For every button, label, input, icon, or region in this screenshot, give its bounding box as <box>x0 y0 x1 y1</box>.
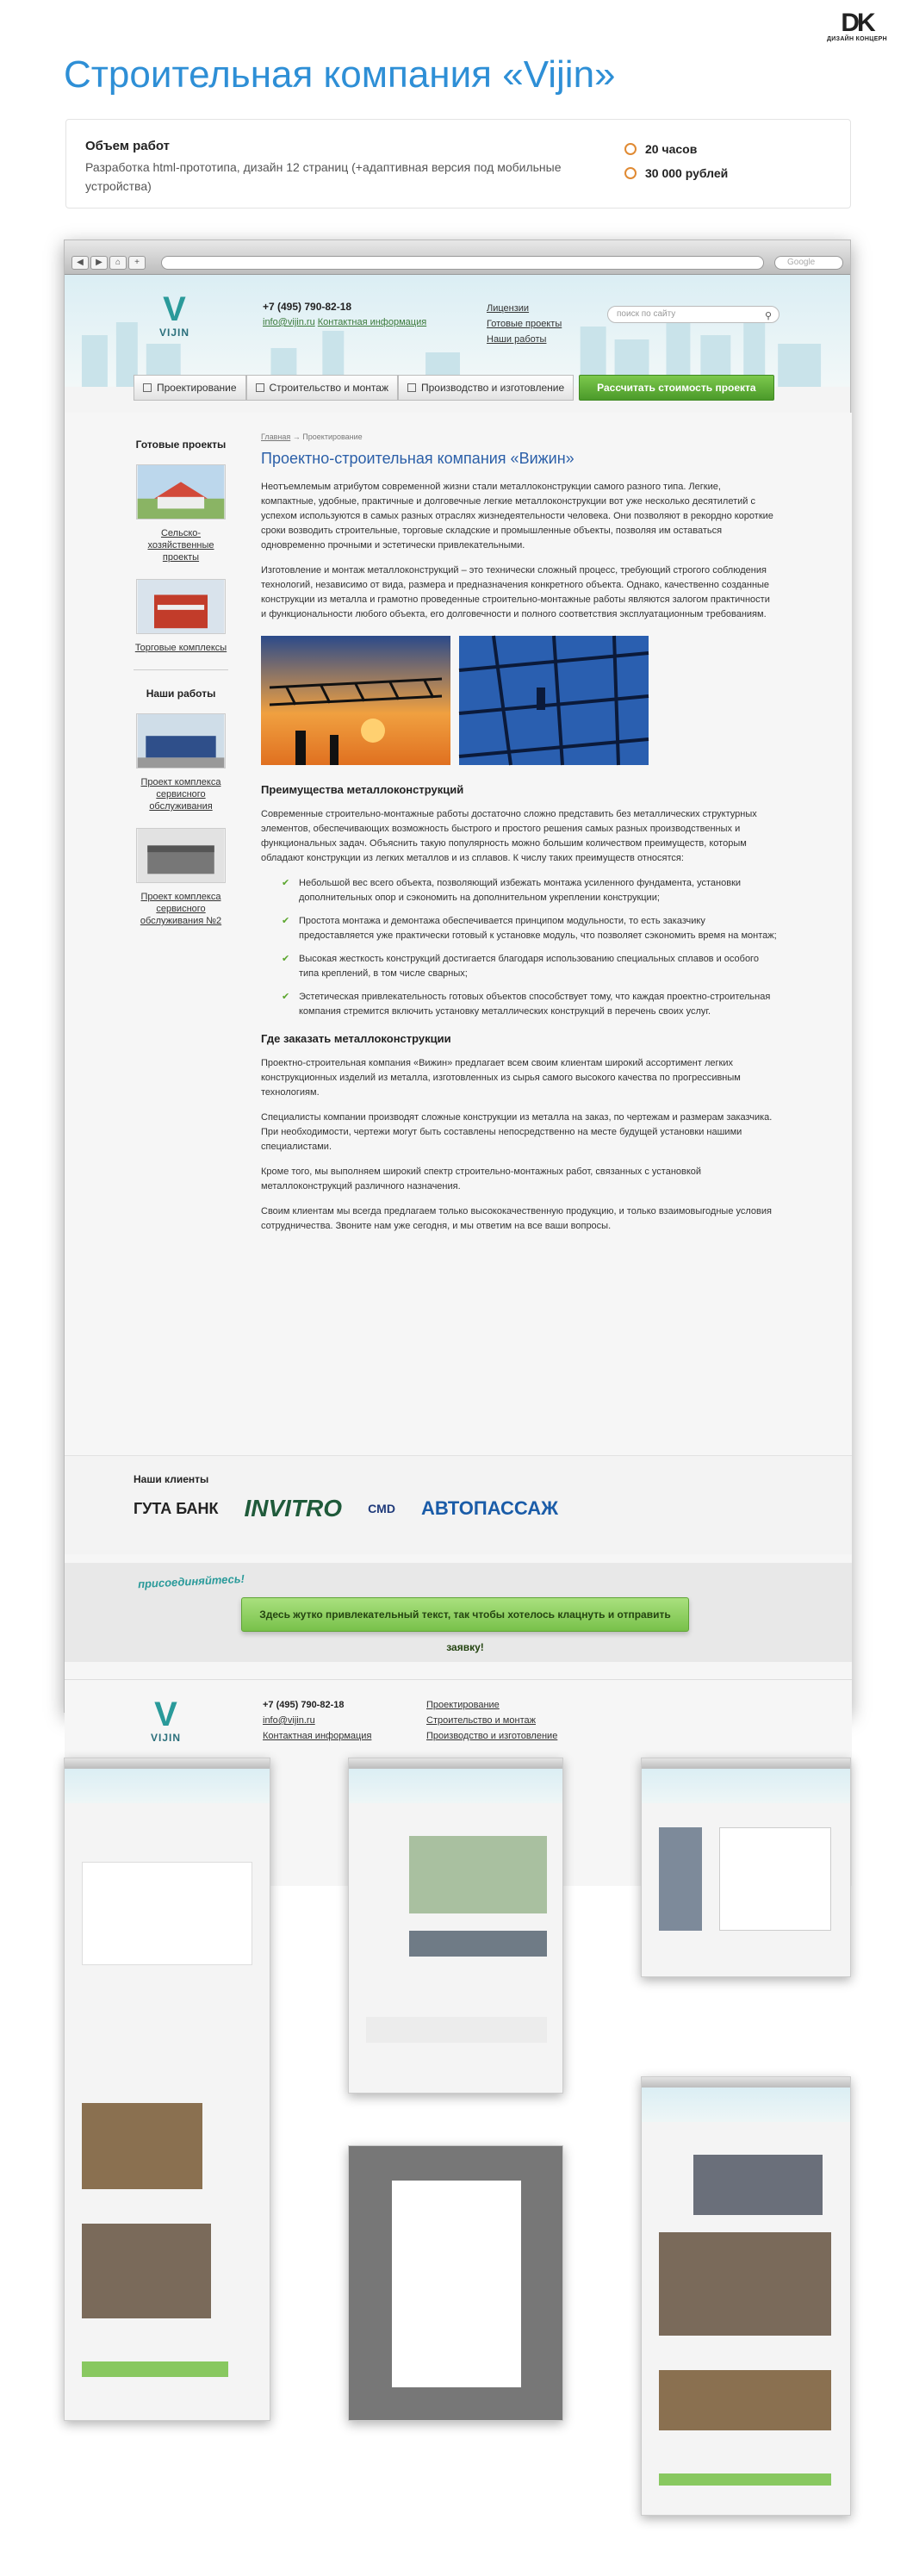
link-licenses[interactable]: Лицензии <box>487 303 530 314</box>
site-header <box>65 275 850 387</box>
preview-mobile <box>64 1758 270 2421</box>
page-content <box>65 413 852 1744</box>
sidebar-works-title: Наши работы <box>146 688 216 700</box>
browser-search[interactable]: Google <box>774 256 843 270</box>
preview-modal <box>348 2145 563 2421</box>
footer-link-design[interactable]: Проектирование <box>426 1700 500 1710</box>
duration: 20 часов <box>624 142 728 156</box>
client-logo-cmd: CMD <box>368 1502 395 1515</box>
v-logo-icon: V <box>163 290 186 328</box>
stack-icon <box>407 383 416 392</box>
client-logo-avtopassazh: АВТОПАССАЖ <box>420 1497 559 1519</box>
designer-logo <box>827 10 887 42</box>
paragraph-2: Изготовление и монтаж металлоконструкций – это технически сложный процесс, требующий строгого соблюдения технологий, независимо от вида, размера и предназначения конкретного объекта. Однако, качественно созданные конструкции из металла и грамотно проведенные строительно-монтажные работы являются залогом практичности и функциональности любого объекта, его долговечности и полного соответствия эксплуатационным требованиям. <box>261 565 770 619</box>
sidebar-item-service1[interactable]: Проект комплекса сервисного обслуживания <box>140 777 221 812</box>
nav-production[interactable]: Производство и изготовление <box>398 375 574 401</box>
header-phone: +7 (495) 790-82-18 <box>263 301 352 313</box>
clients-title: Наши клиенты <box>134 1473 209 1485</box>
submit-request-button[interactable]: Здесь жутко привлекательный текст, так чтобы хотелось клацнуть и отправить заявку! <box>241 1597 689 1632</box>
site-search-input[interactable]: поиск по сайту ⚲ <box>607 306 779 323</box>
sidebar-item-farm[interactable]: Сельско-хозяйственные проекты <box>147 528 214 563</box>
home-icon[interactable]: ⌂ <box>109 256 127 270</box>
advantages-heading: Преимущества металлоконструкций <box>261 783 464 796</box>
nav-design[interactable]: Проектирование <box>134 375 246 401</box>
footer-logo[interactable]: V VIJIN <box>151 1696 182 1744</box>
new-tab-button[interactable]: + <box>128 256 146 270</box>
search-icon[interactable]: ⚲ <box>764 311 772 321</box>
thumb-farm[interactable] <box>136 464 226 520</box>
advantages-list <box>261 876 778 1019</box>
header-contacts-link[interactable]: Контактная информация <box>317 317 427 327</box>
paragraph-4: Проектно-строительная компания «Вижин» предлагает всем своим клиентам широкий ассортимент легких конструкционных изделий из металла, изготовленных из сырья самого высокого качества по прогрессивным технологиям. <box>261 1058 741 1098</box>
order-heading: Где заказать металлоконструкции <box>261 1032 451 1045</box>
paragraph-3: Современные строительно-монтажные работы достаточно сложно представить без металлических структурных элементов, обеспечивающих возможность быстрого и простого решения самых разных производственных и функциональных задач. Объяснить такую популярность можно большим количеством преимуществ, которым обладают конструкции из легких металлов и из сплавов. К числу таких преимуществ относятся: <box>261 809 757 863</box>
breadcrumb-current: Проектирование <box>302 432 363 441</box>
join-caption: присоединяйтесь! <box>137 1571 245 1591</box>
list-item: ✔ Эстетическая привлекательность готовых объектов способствует тому, что каждая проектно-строительная компания стремится включить установку металлических конструкций в перечень своих услуг. <box>282 990 778 1019</box>
list-item: ✔ Простота монтажа и демонтажа обеспечивается принципом модульности, то есть заказчику предоставляется уже практически готовый к установке модуль, что позволяет сэкономить время на монтаж; <box>282 914 778 943</box>
footer-phone: +7 (495) 790-82-18 <box>263 1700 345 1710</box>
sidebar-item-service2[interactable]: Проект комплекса сервисного обслуживания №2 <box>140 892 222 926</box>
breadcrumb: Главная → Проектирование <box>261 432 363 441</box>
forward-button[interactable]: ▶ <box>90 256 108 270</box>
designer-logo-text: ДИЗАЙН КОНЦЕРН <box>827 36 887 42</box>
photo-steel-frame <box>459 636 649 765</box>
preview-project <box>348 1758 563 2094</box>
breadcrumb-home[interactable]: Главная <box>261 432 291 441</box>
sidebar <box>134 439 228 943</box>
back-button[interactable]: ◀ <box>71 256 89 270</box>
main-article <box>261 430 778 1244</box>
sidebar-divider <box>134 669 228 670</box>
article-title: Проектно-строительная компания «Вижин» <box>261 450 575 467</box>
thumb-service1[interactable] <box>136 713 226 768</box>
designer-logo-mark: DK <box>841 9 873 37</box>
calculate-cost-button[interactable]: Рассчитать стоимость проекта <box>579 375 773 401</box>
paragraph-7: Своим клиентам мы всегда предлагаем только высококачественную продукцию, и только взаимовыгодные условия сотрудничества. Звоните нам уже сегодня, и мы ответим на все ваши вопросы. <box>261 1206 772 1231</box>
scope-description: Разработка html-прототипа, дизайн 12 страниц (+адаптивная версия под мобильные устройства) <box>85 160 562 193</box>
client-logo-guta: ГУТА БАНК <box>134 1499 219 1517</box>
list-item: ✔ Небольшой вес всего объекта, позволяющий избежать монтажа усиленного фундамента, установки дополнительных опор и сэкономить на дополнительном укреплении конструкции; <box>282 876 778 905</box>
coin-icon <box>624 167 637 179</box>
footer-link-production[interactable]: Производство и изготовление <box>426 1731 558 1741</box>
footer-link-construction[interactable]: Строительство и монтаж <box>426 1715 536 1726</box>
header-email-link[interactable]: info@vijin.ru <box>263 317 315 327</box>
site-logo[interactable] <box>159 292 189 339</box>
paragraph-6: Кроме того, мы выполняем широкий спектр строительно-монтажных работ, связанных с установкой металлоконструкций различного назначения. <box>261 1167 702 1192</box>
photo-construction-sunset <box>261 636 450 765</box>
preview-tablet <box>641 2076 851 2516</box>
footer-contacts-link[interactable]: Контактная информация <box>263 1731 372 1741</box>
link-our-works[interactable]: Наши работы <box>487 334 547 345</box>
clients-section <box>65 1455 852 1554</box>
thumb-service2[interactable] <box>136 828 226 883</box>
main-nav <box>134 375 774 401</box>
paragraph-1: Неотъемлемым атрибутом современной жизни стали металлоконструкции самого разного типа. Легкие, компактные, удобные, практичные и долговечные легкие металлоконструкции вот уже несколько десятилетий с успехом используются в самых разных отраслях жизнедеятельности человека. Они позволяют в рекордно короткие сроки возводить строительные, торговые складские и промышленные объекты, позволяя им оставаться одновременно прочными и эстетически привлекательными. <box>261 482 773 551</box>
page-title: Строительная компания «Vijin» <box>64 53 616 96</box>
paragraph-5: Специалисты компании производят сложные конструкции из металла на заказ, по чертежам и размерам заказчика. При необходимости, чертежи могут быть составлены непосредственно на месте будущей установки нашими специалистами. <box>261 1112 773 1152</box>
join-section <box>65 1563 852 1662</box>
clock-icon <box>624 143 637 155</box>
footer-email-link[interactable]: info@vijin.ru <box>263 1715 315 1726</box>
link-ready-projects[interactable]: Готовые проекты <box>487 319 562 329</box>
preview-form <box>641 1758 851 1977</box>
thumb-trade[interactable] <box>136 579 226 634</box>
nav-construction[interactable]: Строительство и монтаж <box>246 375 399 401</box>
scope-heading: Объем работ <box>85 139 170 153</box>
site-logo-text: VIJIN <box>159 327 190 339</box>
blueprint-icon <box>143 383 152 392</box>
browser-toolbar <box>65 240 850 275</box>
sidebar-item-trade[interactable]: Торговые комплексы <box>134 643 227 653</box>
v-logo-icon: V <box>154 1696 177 1733</box>
price: 30 000 рублей <box>624 166 728 180</box>
scope-card <box>65 119 851 208</box>
browser-window <box>64 240 851 1744</box>
house-icon <box>256 383 264 392</box>
list-item: ✔ Высокая жесткость конструкций достигается благодаря использованию специальных сплавов и особого типа креплений, в том числе сварных; <box>282 952 778 981</box>
client-logo-invitro: INVITRO <box>244 1495 343 1521</box>
sidebar-ready-title: Готовые проекты <box>135 439 227 451</box>
address-bar[interactable] <box>161 256 764 270</box>
